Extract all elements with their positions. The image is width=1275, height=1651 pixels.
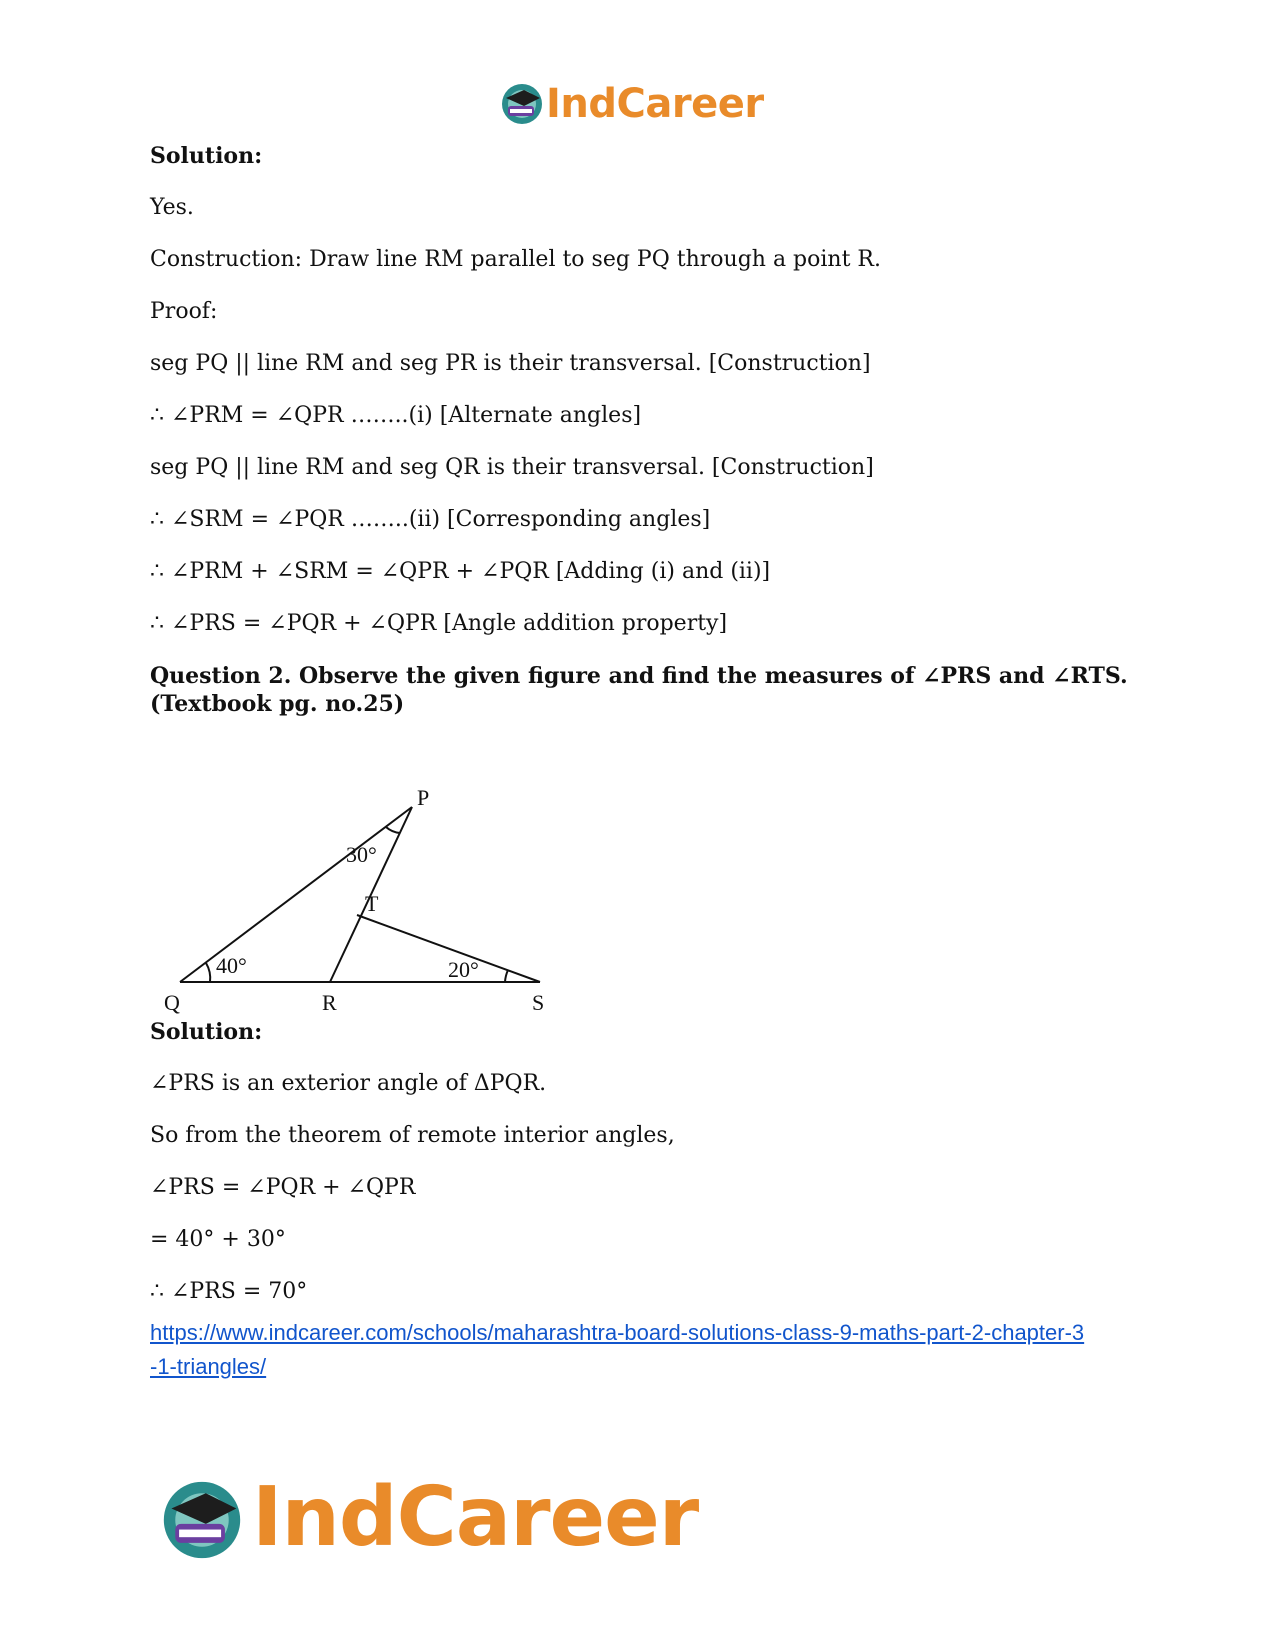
graduation-cap-icon [500,82,544,126]
indcareer-logo-bottom [160,1470,720,1570]
solution1-line: seg PQ || line RM and seg QR is their transversal. [Construction] [150,455,874,480]
angle-label-p: 30° [346,842,377,867]
triangle-figure [160,785,600,1035]
source-link[interactable]: https://www.indcareer.com/schools/maharashtra-board-solutions-class-9-maths-part-2-chapter-3 [150,1320,1085,1345]
angle-arc-s [505,970,508,982]
solution1-line: seg PQ || line RM and seg PR is their transversal. [Construction] [150,351,871,376]
solution2-line: ∠PRS = ∠PQR + ∠QPR [150,1175,416,1200]
label-r: R [322,990,337,1015]
solution1-line: Proof: [150,299,218,324]
solution-heading-1: Solution: [150,143,263,169]
solution1-line: Yes. [150,195,194,220]
solution1-line: ∴ ∠PRM + ∠SRM = ∠QPR + ∠PQR [Adding (i) and (ii)] [150,559,771,584]
label-s: S [532,990,545,1015]
solution-heading-2: Solution: [150,1019,263,1045]
angle-label-q: 40° [216,953,247,978]
solution2-line: So from the theorem of remote interior angles, [150,1123,675,1148]
solution1-line: Construction: Draw line RM parallel to seg PQ through a point R. [150,247,881,272]
question-2-title: Question 2. Observe the given figure and find the measures of ∠PRS and ∠RTS. [150,663,1128,689]
solution2-line: ∠PRS is an exterior angle of ΔPQR. [150,1071,547,1096]
solution1-line: ∴ ∠PRM = ∠QPR ……..(i) [Alternate angles] [150,403,642,428]
source-link-continuation[interactable]: -1-triangles/ [150,1354,267,1379]
solution1-line: ∴ ∠SRM = ∠PQR ……..(ii) [Corresponding angles] [150,507,711,532]
solution1-line: ∴ ∠PRS = ∠PQR + ∠QPR [Angle addition property] [150,611,728,636]
question-2-reference: (Textbook pg. no.25) [150,691,405,717]
graduation-cap-icon [160,1478,244,1562]
label-p: P [417,785,430,810]
indcareer-logo-top [500,78,780,132]
angle-label-s: 20° [448,957,479,982]
label-t: T [365,891,379,916]
label-q: Q [164,990,180,1015]
solution2-line: = 40° + 30° [150,1227,286,1252]
angle-arc-p [386,827,400,833]
logo-text: IndCareer [252,1470,699,1565]
angle-arc-q [206,963,210,982]
solution2-line: ∴ ∠PRS = 70° [150,1279,308,1304]
logo-text: IndCareer [546,81,764,127]
